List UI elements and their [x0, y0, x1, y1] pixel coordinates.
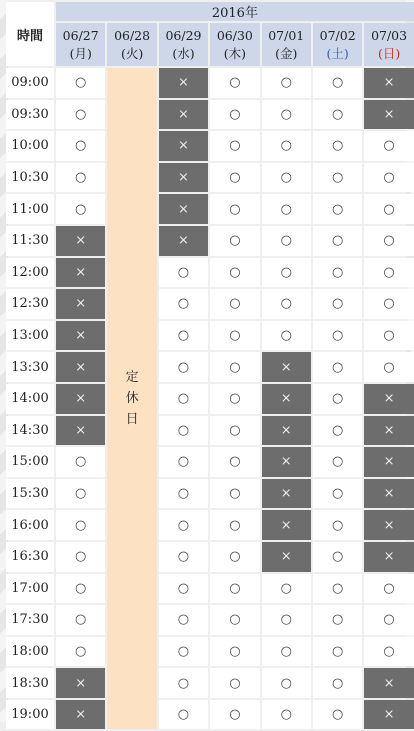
time-slot-row	[6, 637, 414, 667]
day-weekday: (日)	[377, 45, 401, 61]
time-label: 13:30	[6, 352, 54, 382]
slot-available[interactable]: ○	[364, 289, 413, 319]
slot-available[interactable]: ○	[364, 163, 413, 193]
slot-available[interactable]: ○	[313, 479, 362, 509]
slot-available[interactable]: ○	[210, 226, 259, 256]
slot-unavailable: ×	[364, 68, 413, 98]
closed-day-char: 日	[125, 412, 139, 428]
slot-available[interactable]: ○	[56, 131, 105, 161]
time-label: 17:30	[6, 605, 54, 635]
time-label: 15:00	[6, 447, 54, 477]
slot-available[interactable]: ○	[313, 384, 362, 414]
slot-available[interactable]: ○	[313, 574, 362, 604]
slot-available[interactable]: ○	[210, 289, 259, 319]
slot-available[interactable]: ○	[364, 226, 413, 256]
slot-available[interactable]: ○	[364, 637, 413, 667]
time-slot-row	[6, 163, 414, 193]
time-slot-row	[6, 700, 414, 730]
slot-available[interactable]: ○	[56, 605, 105, 635]
slot-available[interactable]: ○	[56, 479, 105, 509]
slot-unavailable: ×	[364, 479, 413, 509]
slot-available[interactable]: ○	[159, 574, 208, 604]
schedule-body	[6, 68, 414, 729]
time-slot-row	[6, 510, 414, 540]
slot-available[interactable]: ○	[56, 100, 105, 130]
time-slot-row	[6, 479, 414, 509]
slot-available[interactable]: ○	[313, 668, 362, 698]
day-header-6	[364, 23, 413, 66]
time-label: 19:00	[6, 700, 54, 730]
slot-available[interactable]: ○	[313, 258, 362, 288]
time-slot-row	[6, 668, 414, 698]
slot-available[interactable]: ○	[159, 637, 208, 667]
slot-unavailable: ×	[262, 416, 311, 446]
slot-available[interactable]: ○	[313, 352, 362, 382]
closed-day-char: 休	[125, 391, 139, 407]
slot-unavailable: ×	[159, 68, 208, 98]
slot-available[interactable]: ○	[364, 574, 413, 604]
slot-unavailable: ×	[56, 258, 105, 288]
slot-unavailable: ×	[159, 163, 208, 193]
slot-available[interactable]: ○	[262, 100, 311, 130]
time-slot-row	[6, 131, 414, 161]
slot-unavailable: ×	[262, 352, 311, 382]
slot-available[interactable]: ○	[159, 605, 208, 635]
time-label: 10:30	[6, 163, 54, 193]
time-slot-row	[6, 68, 414, 98]
slot-unavailable: ×	[364, 447, 413, 477]
time-slot-row	[6, 384, 414, 414]
time-slot-row	[6, 194, 414, 224]
slot-unavailable: ×	[364, 700, 413, 730]
slot-available[interactable]: ○	[210, 100, 259, 130]
slot-available[interactable]: ○	[313, 700, 362, 730]
slot-available[interactable]: ○	[364, 605, 413, 635]
time-label: 14:00	[6, 384, 54, 414]
slot-available[interactable]: ○	[262, 226, 311, 256]
slot-available[interactable]: ○	[210, 574, 259, 604]
slot-available[interactable]: ○	[210, 700, 259, 730]
slot-unavailable: ×	[262, 479, 311, 509]
time-slot-row	[6, 289, 414, 319]
day-date: 07/02	[319, 27, 356, 43]
slot-available[interactable]: ○	[313, 510, 362, 540]
slot-available[interactable]: ○	[56, 163, 105, 193]
slot-available[interactable]: ○	[210, 668, 259, 698]
slot-unavailable: ×	[159, 194, 208, 224]
slot-available[interactable]: ○	[56, 194, 105, 224]
slot-available[interactable]: ○	[159, 479, 208, 509]
slot-available[interactable]: ○	[313, 416, 362, 446]
day-date: 06/27	[62, 27, 99, 43]
slot-available[interactable]: ○	[262, 68, 311, 98]
slot-unavailable: ×	[262, 510, 311, 540]
slot-available[interactable]: ○	[56, 637, 105, 667]
slot-available[interactable]: ○	[210, 510, 259, 540]
slot-available[interactable]: ○	[262, 700, 311, 730]
slot-unavailable: ×	[262, 384, 311, 414]
slot-available[interactable]: ○	[159, 384, 208, 414]
slot-available[interactable]: ○	[262, 637, 311, 667]
day-weekday: (月)	[69, 45, 92, 61]
slot-available[interactable]: ○	[262, 163, 311, 193]
slot-available[interactable]: ○	[210, 542, 259, 572]
time-label: 12:30	[6, 289, 54, 319]
slot-unavailable: ×	[262, 542, 311, 572]
slot-available[interactable]: ○	[210, 258, 259, 288]
slot-available[interactable]: ○	[364, 131, 413, 161]
slot-available[interactable]: ○	[210, 131, 259, 161]
slot-available[interactable]: ○	[313, 321, 362, 351]
time-column-header: 時間	[6, 2, 54, 66]
slot-available[interactable]: ○	[210, 447, 259, 477]
day-date: 07/03	[371, 27, 408, 43]
slot-available[interactable]: ○	[210, 416, 259, 446]
time-label: 16:30	[6, 542, 54, 572]
slot-available[interactable]: ○	[159, 542, 208, 572]
day-weekday: (金)	[275, 45, 298, 61]
day-weekday: (土)	[326, 45, 349, 61]
time-label: 10:00	[6, 131, 54, 161]
slot-available[interactable]: ○	[364, 258, 413, 288]
slot-available[interactable]: ○	[210, 352, 259, 382]
day-header-1	[107, 23, 156, 66]
slot-available[interactable]: ○	[262, 194, 311, 224]
slot-available[interactable]: ○	[210, 479, 259, 509]
slot-unavailable: ×	[364, 542, 413, 572]
closed-day-cell	[107, 68, 156, 729]
slot-unavailable: ×	[364, 384, 413, 414]
time-label: 17:00	[6, 574, 54, 604]
slot-available[interactable]: ○	[262, 258, 311, 288]
slot-available[interactable]: ○	[159, 700, 208, 730]
slot-available[interactable]: ○	[56, 447, 105, 477]
time-label: 14:30	[6, 416, 54, 446]
slot-unavailable: ×	[364, 668, 413, 698]
time-label: 18:00	[6, 637, 54, 667]
slot-available[interactable]: ○	[159, 510, 208, 540]
slot-available[interactable]: ○	[210, 637, 259, 667]
slot-available[interactable]: ○	[313, 289, 362, 319]
slot-available[interactable]: ○	[313, 447, 362, 477]
day-weekday: (火)	[120, 45, 144, 61]
slot-available[interactable]: ○	[262, 605, 311, 635]
slot-available[interactable]: ○	[313, 68, 362, 98]
time-slot-row	[6, 574, 414, 604]
day-date: 06/29	[165, 27, 202, 43]
slot-unavailable: ×	[56, 226, 105, 256]
day-header-4	[262, 23, 311, 66]
closed-day-char: 定	[125, 370, 139, 386]
time-slot-row	[6, 321, 414, 351]
slot-available[interactable]: ○	[313, 100, 362, 130]
slot-available[interactable]: ○	[313, 226, 362, 256]
slot-unavailable: ×	[56, 289, 105, 319]
time-slot-row	[6, 542, 414, 572]
slot-unavailable: ×	[56, 384, 105, 414]
day-date: 07/01	[268, 27, 305, 43]
time-slot-row	[6, 447, 414, 477]
day-weekday: (木)	[223, 45, 246, 61]
slot-available[interactable]: ○	[313, 637, 362, 667]
slot-available[interactable]: ○	[159, 416, 208, 446]
slot-available[interactable]: ○	[159, 352, 208, 382]
slot-available[interactable]: ○	[56, 574, 105, 604]
slot-unavailable: ×	[159, 131, 208, 161]
slot-available[interactable]: ○	[56, 510, 105, 540]
time-label: 16:00	[6, 510, 54, 540]
slot-available[interactable]: ○	[159, 321, 208, 351]
time-label: 11:00	[6, 194, 54, 224]
day-weekday: (水)	[172, 45, 195, 61]
slot-available[interactable]: ○	[313, 163, 362, 193]
time-label: 09:30	[6, 100, 54, 130]
slot-available[interactable]: ○	[313, 194, 362, 224]
slot-available[interactable]: ○	[262, 321, 311, 351]
day-date: 06/28	[114, 27, 151, 43]
slot-available[interactable]: ○	[159, 258, 208, 288]
slot-unavailable: ×	[159, 100, 208, 130]
slot-available[interactable]: ○	[56, 68, 105, 98]
time-label: 09:00	[6, 68, 54, 98]
slot-unavailable: ×	[56, 700, 105, 730]
slot-available[interactable]: ○	[313, 605, 362, 635]
slot-available[interactable]: ○	[159, 289, 208, 319]
reservation-calendar	[4, 0, 414, 731]
day-header-row	[6, 23, 414, 66]
time-label: 15:30	[6, 479, 54, 509]
slot-available[interactable]: ○	[159, 447, 208, 477]
slot-available[interactable]: ○	[210, 605, 259, 635]
slot-available[interactable]: ○	[364, 194, 413, 224]
slot-available[interactable]: ○	[262, 668, 311, 698]
year-header: 2016年	[56, 2, 414, 21]
slot-available[interactable]: ○	[313, 542, 362, 572]
time-slot-row	[6, 226, 414, 256]
time-label: 18:30	[6, 668, 54, 698]
slot-available[interactable]: ○	[210, 68, 259, 98]
slot-available[interactable]: ○	[313, 131, 362, 161]
day-date: 06/30	[216, 27, 253, 43]
slot-available[interactable]: ○	[210, 384, 259, 414]
time-label: 11:30	[6, 226, 54, 256]
slot-unavailable: ×	[56, 668, 105, 698]
slot-available[interactable]: ○	[56, 542, 105, 572]
slot-available[interactable]: ○	[262, 574, 311, 604]
day-header-0	[56, 23, 105, 66]
day-header-2	[159, 23, 208, 66]
time-label: 13:00	[6, 321, 54, 351]
time-slot-row	[6, 352, 414, 382]
time-label: 12:00	[6, 258, 54, 288]
slot-available[interactable]: ○	[210, 194, 259, 224]
slot-available[interactable]: ○	[210, 321, 259, 351]
slot-unavailable: ×	[56, 321, 105, 351]
day-header-5	[313, 23, 362, 66]
slot-unavailable: ×	[364, 416, 413, 446]
time-slot-row	[6, 258, 414, 288]
slot-available[interactable]: ○	[210, 163, 259, 193]
slot-available[interactable]: ○	[262, 131, 311, 161]
time-slot-row	[6, 416, 414, 446]
slot-unavailable: ×	[56, 416, 105, 446]
day-header-3	[210, 23, 259, 66]
time-slot-row	[6, 100, 414, 130]
slot-available[interactable]: ○	[364, 321, 413, 351]
slot-available[interactable]: ○	[262, 289, 311, 319]
slot-available[interactable]: ○	[364, 352, 413, 382]
slot-unavailable: ×	[364, 100, 413, 130]
slot-available[interactable]: ○	[159, 668, 208, 698]
time-slot-row	[6, 605, 414, 635]
slot-unavailable: ×	[262, 447, 311, 477]
slot-unavailable: ×	[364, 510, 413, 540]
slot-unavailable: ×	[159, 226, 208, 256]
slot-unavailable: ×	[56, 352, 105, 382]
